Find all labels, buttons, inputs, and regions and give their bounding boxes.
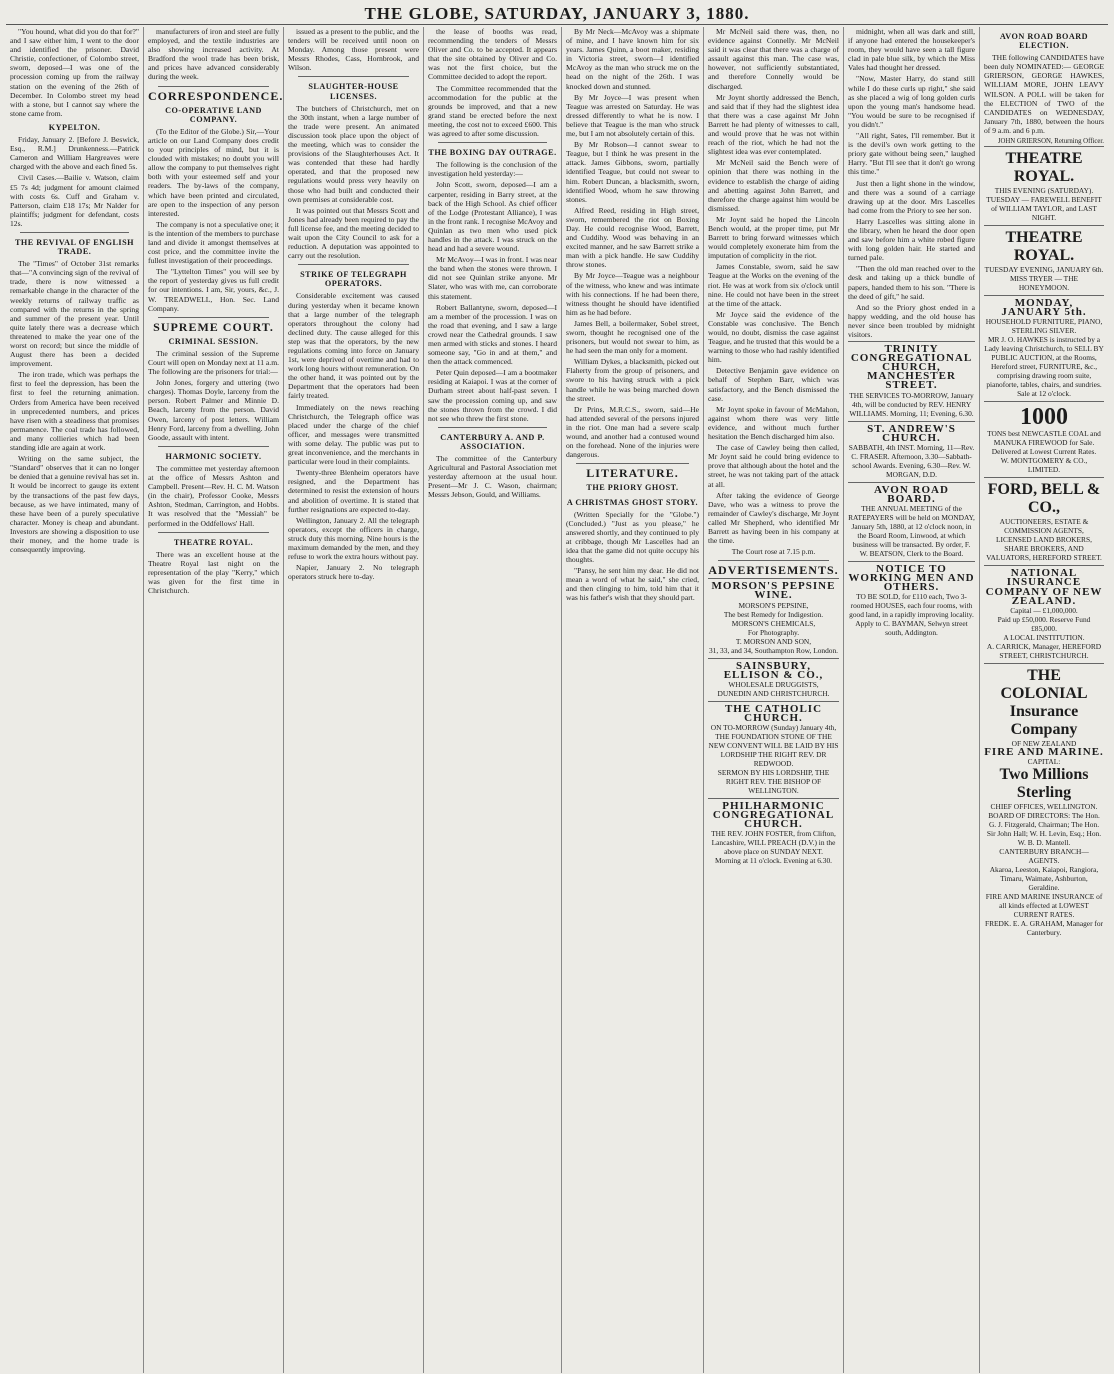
advert-colonial-insurance (984, 663, 1104, 940)
advert-line: A. CARRICK, Manager, HEREFORD STREET, CHRISTCHURCH. (986, 641, 1102, 660)
advert-line: TO BE SOLD, for £110 each, Two 3-roomed HOUSES, each four rooms, with good land, in a rapidly improving locality. Apply to C. BAYMAN, Selwyn street south, Addington. (849, 592, 974, 638)
advert-catholic-church (708, 701, 839, 798)
sub-heading: CRIMINAL SESSION. (168, 336, 259, 346)
section-heading: HARMONIC SOCIETY. (165, 451, 262, 461)
section-heading: THE REVIVAL OF ENGLISH TRADE. (14, 237, 135, 257)
article-paragraph: Mr McAvoy—I was in front. I was near the band when the stones were thrown. I did not see Quinlan strike anyone. Mr Slater, who was with me, can corroborate this statement. (428, 255, 557, 301)
section-heading: LITERATURE. (586, 466, 679, 481)
advert-morson (708, 578, 839, 657)
article-paragraph: The Committee recommended that the accommodation for the public at the grounds be improved, and that a new grand stand be erected before the next meeting, the cost not to exceed £600. This was agreed to after some discussion. (428, 83, 557, 139)
advert-line: LICENSED LAND BROKERS, SHARE BROKERS, AND VALUATORS, HEREFORD STREET. (986, 535, 1102, 563)
article-paragraph: And so the Priory ghost ended in a happy wedding, and the old house has never since been troubled by midnight visitors. (848, 302, 975, 339)
article-paragraph: THE following CANDIDATES have been duly NOMINATED:— GEORGE GRIERSON, GEORGE HAWKES, WILLIAM MORE, JOHN LEAVY WILSON. A POLL will be taken for the ELECTION of TWO of the CANDIDATES on WEDNESDAY, January 7th, 1880, between the hours of 9 a.m. and 6 p.m. (984, 53, 1104, 135)
article-paragraph: Robert Ballantyne, sworn, deposed—I am a member of the procession. I was on the road that evening, and I saw a large crowd near the Cathedral grounds. I saw men armed with sticks and stones. I heard someone say, "Go in and at them," and then the attack commenced. (428, 302, 557, 367)
advert-line: TONS best NEWCASTLE COAL and MANUKA FIREWOOD for Sale. Delivered at Lowest Current Rates. (987, 429, 1101, 457)
article-paragraph: Harry Lascelles was sitting alone in the library, when he heard the door open and saw before him a white robed figure with long golden hair. He started and turned pale. (848, 216, 975, 263)
divider (576, 463, 689, 464)
advert-line: SERMON BY HIS LORDSHIP, THE RIGHT REV. THE BISHOP OF WELLINGTON. (717, 767, 830, 795)
article-paragraph: The butchers of Christchurch, met on the 30th instant, when a large number of the trade were present. An animated discussion took place upon the object of the meeting, which was to consider the provisions of the Slaughterhouses Act. It was contended that these had hardly operated, and that the proposed new regulations would press very heavily on those who had built and conducted their own premises at considerable cost. (288, 103, 419, 204)
article-paragraph: After taking the evidence of George Dave, who was a witness to prove the remainder of Cawley's discharge, Mr Joynt called Mr Shepherd, who identified Mr Barrett as having been in his company at the time. (708, 490, 839, 546)
advert-st-andrews (848, 421, 975, 482)
article-paragraph: By Mr Robson—I cannot swear to Teague, but I think he was present in the attack. James Gibbons, sworn, partially identified Teague, but could not swear to him. Robert Duncan, a blacksmith, sworn, identified Wood, whom he saw throwing stones. (566, 140, 699, 204)
article-paragraph: By Mr Joyce—I was present when Teague was arrested on Saturday. He was dressed differently to what he is now. I believe that Teague is the man who struck me, but I am not absolutely certain of this. (566, 92, 699, 139)
advert-title: SAINSBURY, ELLISON & CO., (723, 659, 824, 681)
article-paragraph: Mr Joynt shortly addressed the Bench, and said that if they had the slightest idea that there was a case against Mr John Barrett he had plenty of witnesses to call, and would prove that he was not within reach of the riot, which he had not the slightest idea was ever contemplated. (708, 92, 839, 157)
advert-title: NATIONAL INSURANCE COMPANY OF NEW ZEALAND. (985, 567, 1103, 607)
columns (6, 27, 1108, 1373)
article-paragraph: "All right, Sates, I'll remember. But it is the devil's own work getting to the priory gate without being seen," laughed Harry. "But I'll see that it don't go wrong this time." (848, 131, 975, 177)
article-paragraph: The following is the conclusion of the investigation held yesterday:— (428, 160, 557, 179)
signature-line: JOHN GRIERSON, Returning Officer. (997, 138, 1104, 146)
advert-line: HOUSEHOLD FURNITURE, PIANO, STERLING SILVER. (985, 317, 1103, 336)
article-paragraph: (Written Specially for the "Globe.") (Concluded.) "Just as you please," he answered shortly, and they continued to ply at cribbage, though Mr Lascelles had an idea that the game did not quite occupy his thoughts. (566, 509, 699, 565)
article-paragraph: Mr McNeil said the Bench were of opinion that there was nothing in the evidence to establish the charge of aiding and abetting against John Barrett, and therefore the charge against him would be dismissed. (708, 158, 839, 213)
advert-line: Two Millions Sterling (999, 765, 1089, 801)
article-paragraph: The company is not a speculative one; it is the intention of the members to purchase land and divide it amongst themselves at cost price, and the committee invite the fullest investigation of their proceedings. (148, 219, 279, 266)
article-paragraph: Writing on the same subject, the "Standard" observes that it can no longer be denied that a genuine revival has set in. It would be incorrect to gauge its extent by the transactions of the past few days, because, as we have intimated, many of these have been of a purely speculative character. Money is cheap and abundant. Investors are showing a disposition to use their money, and the home trade is consequently improving. (10, 454, 139, 555)
column-3 (284, 27, 424, 1373)
article-paragraph: "You hound, what did you do that for?" and I saw either him, I went to the door and identified the prisoner. David Christie, confectioner, of Colombo street, sworn, deposed—I was one of the procession coming up from the railway station on the evening of the 26th of December. In Colombo street my head with a stone, but I cannot say where the stone came from. (10, 27, 139, 118)
column-1 (6, 27, 144, 1373)
advert-line: A LOCAL INSTITUTION. (1003, 632, 1085, 642)
advert-sainsbury (708, 658, 839, 701)
advert-title: THE CATHOLIC CHURCH. (724, 702, 823, 724)
advert-line: THE ANNUAL MEETING of the RATEPAYERS will be held on MONDAY, January 5th, 1880, at 12 o'clock noon, in the Board Room, Linwood, at which business will be transacted. By order, F. W. BEATSON, Clerk to the Board. (848, 503, 975, 558)
divider (20, 232, 129, 233)
divider (158, 532, 269, 533)
advert-line: 31, 33, and 34, Southampton Row, London. (708, 645, 839, 655)
column-2 (144, 27, 284, 1373)
section-heading: CANTERBURY A. AND P. ASSOCIATION. (440, 432, 545, 451)
article-paragraph: Civil Cases.—Bailie v. Watson, claim £5 7s 4d; judgment for amount claimed with costs 6s. Cuff and Graham v. Patterson, claim £18 17s; Mr Nalder for plaintiffs; judgment for defendant, costs 12s. (10, 173, 139, 228)
column-8 (980, 27, 1108, 1373)
article-paragraph: (To the Editor of the Globe.) Sir,—Your article on our Land Company does credit to your principles of mind, but it is clouded with mistakes; no doubt you will allow the company to put themselves right both with your esteemed self and your readers. The by-laws of the company, which have been printed and circulated, are open to the inspection of any person interested. (148, 126, 279, 218)
section-heading: SLAUGHTER-HOUSE LICENSES. (308, 82, 399, 101)
advert-title: THE COLONIAL (1000, 666, 1088, 702)
article-paragraph: Wellington, January 2. All the telegraph operators, except the officers in charge, struck duty this morning. Nine hours is the maximum demanded by the men, and they refuse to work the extra hours without pay. (288, 515, 419, 562)
advert-line: THE FOUNDATION STONE OF THE NEW CONVENT WILL BE LAID BY HIS LORDSHIP THE RIGHT REV. DR REDWOOD. (708, 731, 839, 768)
advert-theatre-royal-1 (984, 146, 1104, 225)
divider (158, 86, 269, 87)
advert-line: MORSON'S CHEMICALS, (731, 618, 816, 628)
article-paragraph: The case of Cawley being then called, Mr Joynt said he could bring evidence to prove that although about the hotel and the street, he was not taking part of the attack at all. (708, 443, 839, 489)
advert-trinity-church (848, 341, 975, 420)
advert-theatre-royal-2 (984, 225, 1104, 295)
article-paragraph: James Bell, a boilermaker, Sobel street, sworn, thought he recognised one of the prisoners, but would not swear to him, as he had seen the man only for a moment. (566, 318, 699, 356)
advert-line: Capital — £1,000,000. (1010, 605, 1078, 615)
article-paragraph: Mr Joynt said he hoped the Lincoln Bench would, at the proper time, put Mr Barrett to bring forward witnesses which would completely exonerate him from the imputation of complicity in the riot. (708, 214, 839, 261)
advert-line: For Photography. (747, 627, 800, 637)
article-paragraph: midnight, when all was dark and still, if anyone had entered the housekeeper's room, they would have seen a tall figure clad in pale blue silk, by which the Miss Vales had thought her dressed. (848, 27, 975, 73)
court-rose-note: The Court rose at 7.15 p.m. (731, 547, 816, 557)
advert-title: THEATRE ROYAL. (1005, 150, 1083, 186)
advert-line: AUCTIONEERS, ESTATE & COMMISSION AGENTS, (999, 517, 1089, 536)
article-paragraph: It was pointed out that Messrs Scott and Jones had already been required to pay the full license fee, and the meeting decided to wait upon the City Council to ask for a reduction. A deputation was appointed to carry out the resolution. (288, 205, 419, 261)
advert-line: TUESDAY — FAREWELL BENEFIT of WILLIAM TAYLOR, and LAST NIGHT. (986, 195, 1102, 223)
article-paragraph: the lease of booths was read, recommending the tenders of Messrs Oliver and Co. to be accepted. It appears that the site obtained by Oliver and Co. was not the first choice, but the Committee decided to adopt the report. (428, 27, 557, 82)
column-7 (844, 27, 980, 1373)
article-paragraph: The criminal session of the Supreme Court will open on Monday next at 11 a.m. The following are the prisoners for trial:— (148, 348, 279, 377)
article-paragraph: The committee met yesterday afternoon at the office of Messrs Ashton and Campbell. Present—Rev. H. C. M. Watson (in the chair), Professor Cooke, Messrs Ashton, Stedman, Carrington, and Hobbs. It was resolved that the "Messiah" be performed in the Oddfellows' Hall. (148, 463, 279, 528)
advert-hawkes-auction (984, 295, 1104, 401)
article-paragraph: Immediately on the news reaching Christchurch, the Telegraph office was placed under the charge of the chief officer, and messages were transmitted with some delay. The public was put to great inconvenience, and the merchants in particular were loud in their complaints. (288, 402, 419, 467)
advert-line: OF NEW ZEALAND (1011, 738, 1077, 748)
advert-title: 1000 (1020, 404, 1068, 431)
advert-line: Akaroa, Leeston, Kaiapoi, Rangiora, Timaru, Waimate, Ashburton, Geraldine. (989, 864, 1099, 892)
divider (158, 317, 269, 318)
advert-title: ST. ANDREW'S CHURCH. (867, 422, 956, 444)
advert-line: BOARD OF DIRECTORS: The Hon. G. J. Fitzgerald, Chairman; The Hon. Sir John Hall; W. H. Levin, Esq.; Hon. W. B. D. Mantell. (986, 810, 1102, 847)
article-paragraph: The iron trade, which was perhaps the first to feel the depression, has been the first to feel the returning animation. Orders from America have been received in unprecedented numbers, and prices have risen with a steadiness that promises permanence. The coal trade has followed, and many collieries which had been standing idle are again at work. (10, 370, 139, 453)
advert-line: CANTERBURY BRANCH—AGENTS. (999, 846, 1089, 865)
article-paragraph: Dr Prins, M.R.C.S., sworn, said—He had attended several of the persons injured in the riot. One man had a severe scalp wound, and another had a contused wound on the forehead. None of the injuries were dangerous. (566, 404, 699, 460)
article-paragraph: By Mr Neck—McAvoy was a shipmate of mine, and I have known him for six years. James Quinn, a boot maker, residing in Victoria street, sworn—I identified McAvoy as the man who struck me on the head on the night of the 26th. I was knocked down and stunned. (566, 27, 699, 91)
advert-coal (984, 401, 1104, 477)
section-heading: THE BOXING DAY OUTRAGE. (428, 148, 557, 158)
divider (438, 142, 547, 143)
column-4 (424, 27, 562, 1373)
article-paragraph: Detective Benjamin gave evidence on behalf of Stephen Barr, which was satisfactory, and the Bench dismissed the case. (708, 366, 839, 403)
advert-line: FIRE AND MARINE INSURANCE of all kinds effected at LOWEST CURRENT RATES. (985, 891, 1103, 919)
article-paragraph: The "Lyttelton Times" you will see by the report of yesterday gives us full credit for our intentions. I am, Sir, yours, &c., J. W. TREADWELL, Hon. Sec. Land Company. (148, 267, 279, 313)
advert-philharmonic-church (708, 798, 839, 868)
article-paragraph: Mr Joyce said the evidence of the Constable was conclusive. The Bench would, no doubt, dismiss the case against Teague, and he trusted that this would be a warning to those who had rashly identified him. (708, 309, 839, 365)
masthead: THE GLOBE, SATURDAY, JANUARY 3, 1880. (6, 4, 1108, 25)
advert-title: NOTICE TO WORKING MEN AND OTHERS. (848, 562, 975, 594)
column-5 (562, 27, 704, 1373)
column-6 (704, 27, 844, 1373)
divider (298, 76, 409, 77)
advert-line: MR J. O. HAWKES is instructed by a Lady leaving Christchurch, to SELL BY PUBLIC AUCTION, at the Rooms, Hereford street, FURNITURE, &c., comprising drawing room suite, pianoforte, tables, chairs, and sundries. Sale at 12 o'clock. (984, 335, 1104, 399)
article-paragraph: James Constable, sworn, said he saw Teague at the Works on the evening of the riot. He was at work from six o'clock until nine. He could not have been in the street at the time of the attack. (708, 262, 839, 308)
article-paragraph: By Mr Joyce—Teague was a neighbour of the witness, who knew and was intimate with his connections. If he had been there, witness thought he should have identified him as he had before. (566, 271, 699, 317)
article-paragraph: Twenty-three Blenheim operators have resigned, and the Department has determined to resist the extension of hours and abolition of overtime. It is stated that further resignations are expected to-day. (288, 468, 419, 514)
article-paragraph: "Now, Master Harry, do stand still while I do these curls up right," she said as she placed a wig of long golden curls upon the young man's handsome head. "You would be sure to be recognised if you didn't." (848, 74, 975, 129)
article-paragraph: The "Times" of October 31st remarks that—"A convincing sign of the revival of trade, there is now witnessed a remarkable change in the character of the weekly returns of railway traffic as compared with the returns in the spring and summer of the present year. Until quite lately there was a decrease which threatened to make the year one of the worst on record; but since the middle of August there has been a decided improvement. (10, 259, 139, 369)
advert-line: W. MONTGOMERY & CO., LIMITED. (1000, 456, 1088, 475)
article-paragraph: The committee of the Canterbury Agricultural and Pastoral Association met yesterday afternoon at the usual hour. Present—Mr J. C. Wason, chairman; Messrs Jebson, Gould, and Williams. (428, 454, 557, 500)
article-paragraph: William Dykes, a blacksmith, picked out Flaherty from the group of prisoners, and swore to his having struck with a pick handle while he was being marched down the street. (566, 357, 699, 403)
divider (718, 560, 829, 561)
advert-ford-bell (984, 477, 1104, 565)
advert-line: Paid up £50,000. Reserve Fund £85,000. (997, 614, 1091, 633)
advert-title: AVON ROAD BOARD. (874, 483, 949, 505)
advert-line: CAPITAL: (1027, 756, 1061, 766)
divider (438, 427, 547, 428)
sub-heading: CO-OPERATIVE LAND COMPANY. (165, 105, 262, 124)
advert-line: FIRE AND MARINE. (984, 745, 1104, 758)
advert-line: MORSON'S PEPSINE, (738, 600, 809, 610)
advert-title: MORSON'S PEPSINE WINE. (711, 580, 836, 602)
article-paragraph: "Then the old man reached over to the desk and taking up a thick bundle of papers, handed them to his son. "There is the deed of gift," he said. (848, 264, 975, 301)
advert-line: THE SERVICES TO-MORROW, January 4th, will be conducted by REV. HENRY WILLIAMS. Morning, 11; Evening, 6.30. (849, 390, 974, 418)
advert-title: THEATRE ROYAL. (1005, 229, 1083, 265)
article-paragraph: John Jones, forgery and uttering (two charges). Thomas Doyle, larceny from the person. Robert Palmer and Minnie D. Beach, larceny from the person. David Owen, larceny of post letters. William Henry Ford, larceny from a dwelling. John Goode, assault with intent. (148, 378, 279, 442)
section-heading: THEATRE ROYAL. (173, 537, 254, 547)
article-paragraph: Peter Quin deposed—I am a bootmaker residing at Kaiapoi. I was at the corner of Durham street about half-past seven. I saw the procession coming up, and saw the stones thrown from the crowd. I did not see who threw the first stone. (428, 368, 557, 423)
advert-notice-working-men (848, 561, 975, 640)
advert-line: TUESDAY EVENING, JANUARY 6th. (984, 265, 1104, 275)
advert-avon-road-board (848, 482, 975, 561)
advert-line: T. MORSON AND SON, (735, 636, 812, 646)
article-paragraph: Mr Joynt spoke in favour of McMahon, against whom there was very little evidence, and without much further hesitation the Bench discharged him also. (708, 404, 839, 442)
advert-line: DUNEDIN AND CHRISTCHURCH. (717, 688, 830, 698)
advert-line: SABBATH, 4th INST. Morning, 11—Rev. C. FRASER. Afternoon, 3.30—Sabbath-school Awards. Evening, 6.30—Rev. W. MORGAN, D.D. (848, 442, 975, 479)
article-paragraph: John Scott, sworn, deposed—I am a carpenter, residing in Barry street, at the back of the High School. As chief officer of the Lodge (Protestant Alliance), I was in the front rank. I recognise McAvoy and Quinlan as two men who used pick handles in the attack. I was struck on the head and had a severe wound. (428, 180, 557, 254)
advert-line: CHIEF OFFICES, WELLINGTON. (990, 801, 1098, 811)
advert-national-insurance (984, 565, 1104, 662)
advert-title: FORD, BELL & CO., (987, 481, 1101, 517)
section-heading: ADVERTISEMENTS. (708, 563, 839, 578)
advert-line: THIS EVENING (SATURDAY). (994, 186, 1094, 196)
article-paragraph: Alfred Reed, residing in High street, sworn, remembered the riot on Boxing Day. He could recognise Wood, Barrett, and Cuddihy. Wood was behaving in an excited manner, and he saw Barrett strike a man with a pick handle. He saw Cuddihy throw stones. (566, 205, 699, 270)
article-paragraph: issued as a present to the public, and the tenders will be received until noon on Monday. Among those present were Messrs Rhodes, Cass, Hornbrook, and Wilson. (288, 27, 419, 73)
advert-title: PHILHARMONIC CONGREGATIONAL CHURCH. (712, 799, 835, 831)
article-paragraph: Just then a light shone in the window, and there was a sound of a carriage drawing up at the door. Mrs Lascelles had come from the Priory to see her son. (848, 178, 975, 215)
divider (158, 446, 269, 447)
section-heading: CORRESPONDENCE. (148, 88, 284, 103)
article-paragraph: manufacturers of iron and steel are fully employed, and the textile industries are also showing increased activity. At Bradford the wool trade has been brisk, and prices have advanced considerably during the week. (148, 27, 279, 82)
advert-line: Morning at 11 o'clock. Evening at 6.30. (714, 856, 833, 866)
article-paragraph: Napier, January 2. No telegraph operators struck here to-day. (288, 563, 419, 582)
advert-title: MONDAY, JANUARY 5th. (1001, 297, 1087, 319)
article-paragraph: "Pansy, he sent him my dear. He did not mean a word of what he said," she cried, and then clinging to him, told him that it was his father's wish that they should part. (566, 566, 699, 603)
advert-line: FREDK. E. A. GRAHAM, Manager for Canterbury. (984, 918, 1104, 937)
advert-line: MISS TRYER — THE HONEYMOON. (1009, 274, 1079, 293)
section-heading: AVON ROAD BOARD ELECTION. (999, 32, 1089, 51)
section-heading: KYPELTON. (48, 122, 101, 132)
article-paragraph: Considerable excitement was caused during yesterday when it became known that a large number of the telegraph operators throughout the colony had declined duty. The cause alleged for this step was that the operators, by the new regulations coming into force on January 1st, were deprived of overtime and had to work long hours without remuneration. On the other hand, it was pointed out by the Department that the operators had been fairly treated. (288, 291, 419, 401)
divider (298, 264, 409, 265)
advert-title: Insurance Company (1009, 702, 1079, 738)
advert-line: WHOLESALE DRUGGISTS, (728, 679, 819, 689)
section-heading: STRIKE OF TELEGRAPH OPERATORS. (300, 270, 407, 289)
advert-line: ON TO-MORROW (Sunday) January 4th, (710, 722, 837, 732)
article-paragraph: Friday, January 2. [Before J. Beswick, Esq., R.M.] Drunkenness.—Patrick Cameron and William Hargreaves were charged with the above and each fined 5s. (10, 135, 139, 172)
advert-title: TRINITY CONGREGATIONAL CHURCH, MANCHESTER STREET. (850, 343, 973, 392)
sub-heading: A CHRISTMAS GHOST STORY. (566, 497, 699, 507)
section-heading: SUPREME COURT. (153, 319, 274, 334)
advert-line: THE REV. JOHN FOSTER, from Clifton, Lancashire, WILL PREACH (D.V.) in the above place on SUNDAY NEXT. (711, 829, 836, 857)
advert-line: The best Remedy for Indigestion. (723, 609, 824, 619)
article-paragraph: Mr McNeil said there was, then, no evidence against Connelly. Mr McNeil said it was clear that there was a charge of assault against this man. The case was, however, not sufficiently substantiated, and therefore Connelly would be discharged. (708, 27, 839, 91)
article-paragraph: There was an excellent house at the Theatre Royal last night on the representation of the play "Kerry," which was given for the first time in Christchurch. (148, 549, 279, 596)
sub-heading: THE PRIORY GHOST. (586, 483, 679, 493)
